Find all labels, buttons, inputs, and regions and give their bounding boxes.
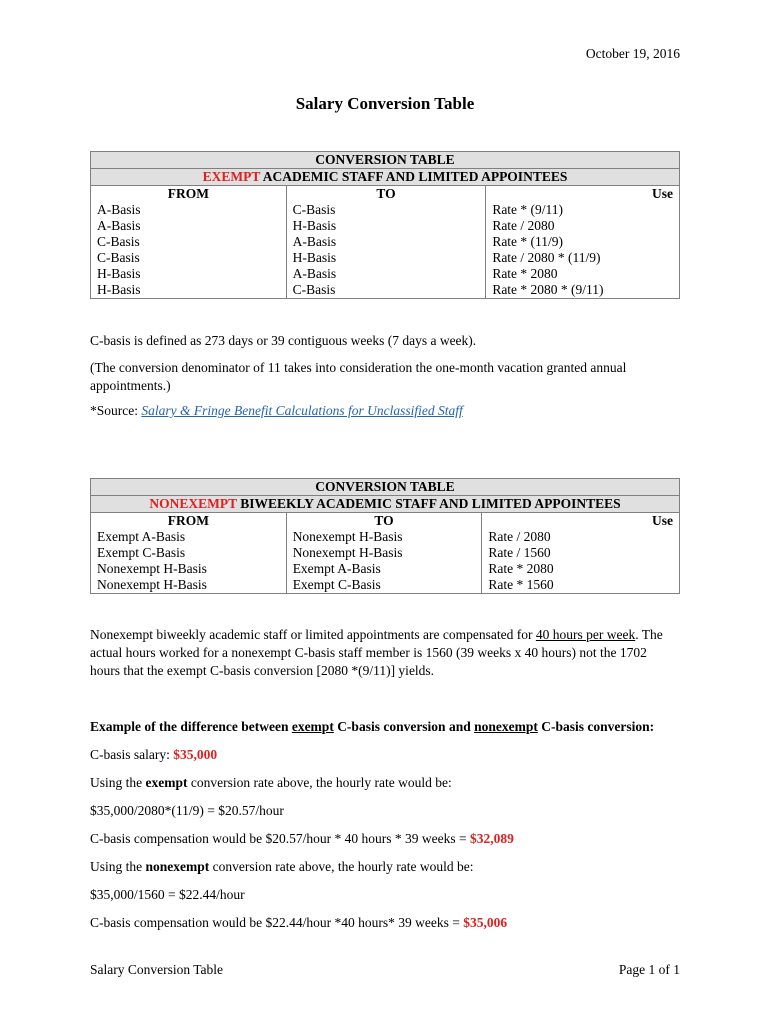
table-row: Exempt A-Basis Nonexempt H-Basis Rate / 2080 xyxy=(91,529,680,545)
c-basis-definition: C-basis is defined as 273 days or 39 contiguous weeks (7 days a week). xyxy=(90,333,477,348)
table-row: Nonexempt H-Basis Exempt A-Basis Rate * 2080 xyxy=(91,561,680,577)
document-date: October 19, 2016 xyxy=(585,46,680,61)
column-header-to: TO xyxy=(286,513,482,530)
exempt-compensation: C-basis compensation would be $20.57/hour * 40 hours * 39 weeks = $32,089 xyxy=(90,831,514,846)
column-header-to: TO xyxy=(286,186,486,203)
source-link[interactable]: Salary & Fringe Benefit Calculations for Unclassified Staff xyxy=(141,403,463,418)
footer-title: Salary Conversion Table xyxy=(90,962,224,977)
exempt-conversion-table xyxy=(90,151,680,299)
column-header-use: Use xyxy=(482,513,680,530)
example-heading: Example of the difference between exempt C-basis conversion and nonexempt C-basis conversion: xyxy=(90,719,655,734)
table-row: C-Basis H-Basis Rate / 2080 * (11/9) xyxy=(91,250,680,266)
table-row: H-Basis A-Basis Rate * 2080 xyxy=(91,266,680,282)
column-header-from: FROM xyxy=(91,186,287,203)
table-heading: CONVERSION TABLE xyxy=(91,479,680,496)
table-subheading: EXEMPT ACADEMIC STAFF AND LIMITED APPOINTEES xyxy=(91,169,680,186)
nonexempt-rate-intro: Using the nonexempt conversion rate above, the hourly rate would be: xyxy=(90,859,474,874)
exempt-compensation-value: $32,089 xyxy=(469,831,514,846)
source-line: *Source: Salary & Fringe Benefit Calculations for Unclassified Staff xyxy=(90,403,463,418)
nonexempt-conversion-table xyxy=(90,478,680,594)
exempt-calc: $35,000/2080*(11/9) = $20.57/hour xyxy=(90,803,284,818)
nonexempt-compensation: C-basis compensation would be $22.44/hour *40 hours* 39 weeks = $35,006 xyxy=(90,915,508,930)
table-row: C-Basis A-Basis Rate * (11/9) xyxy=(91,234,680,250)
nonexempt-explanation: Nonexempt biweekly academic staff or limited appointments are compensated for 40 hours per week. The actual hours worked for a nonexempt C-basis staff member is 1560 (39 weeks x 40 hours) not the 1702 hours that the exempt C-basis conversion [2080 *(9/11)] yields. xyxy=(90,627,663,678)
table-subheading: NONEXEMPT BIWEEKLY ACADEMIC STAFF AND LIMITED APPOINTEES xyxy=(91,496,680,513)
page-title: Salary Conversion Table xyxy=(295,94,475,113)
page-number: Page 1 of 1 xyxy=(618,962,680,977)
salary-value: $35,000 xyxy=(173,747,218,762)
table-row: A-Basis H-Basis Rate / 2080 xyxy=(91,218,680,234)
table-heading: CONVERSION TABLE xyxy=(91,152,680,169)
table-row: Exempt C-Basis Nonexempt H-Basis Rate / 1560 xyxy=(91,545,680,561)
nonexempt-calc: $35,000/1560 = $22.44/hour xyxy=(90,887,245,902)
nonexempt-label: NONEXEMPT xyxy=(149,496,237,511)
denominator-note: (The conversion denominator of 11 takes into consideration the one-month vacation granted annual appointments.) xyxy=(90,360,627,393)
table-row: Nonexempt H-Basis Exempt C-Basis Rate * 1560 xyxy=(91,577,680,594)
nonexempt-compensation-value: $35,006 xyxy=(463,915,508,930)
salary-line: C-basis salary: $35,000 xyxy=(90,747,218,762)
column-header-use: Use xyxy=(486,186,680,203)
exempt-rate-intro: Using the exempt conversion rate above, the hourly rate would be: xyxy=(90,775,452,790)
table-row: H-Basis C-Basis Rate * 2080 * (9/11) xyxy=(91,282,680,299)
table-row: A-Basis C-Basis Rate * (9/11) xyxy=(91,202,680,218)
exempt-label: EXEMPT xyxy=(202,169,261,184)
column-header-from: FROM xyxy=(91,513,287,530)
